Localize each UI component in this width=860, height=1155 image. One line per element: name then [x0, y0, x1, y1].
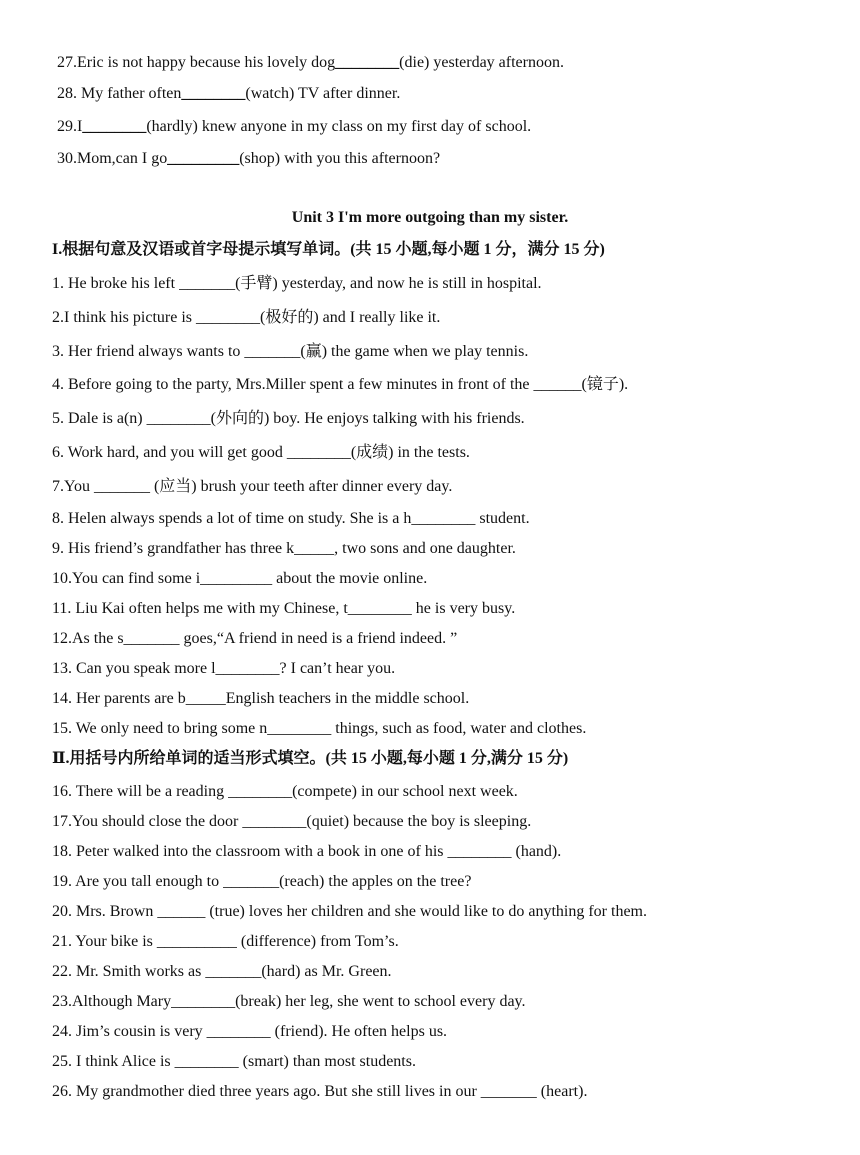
question-16: 16. There will be a reading ________(compete) in our school next week.: [52, 783, 518, 800]
answer-blank: ________: [181, 85, 246, 102]
unit-title: Unit 3 I'm more outgoing than my sister.: [291, 209, 569, 226]
question-2: 2.I think his picture is ________(极好的) and I really like it.: [52, 309, 441, 326]
question-text: (watch) TV after dinner.: [245, 85, 401, 102]
question-7: 7.You _______ (应当) brush your teeth after dinner every day.: [52, 478, 453, 495]
question-text: 30.Mom,can I go: [57, 150, 168, 167]
question-14: 14. Her parents are b_____English teachers in the middle school.: [52, 690, 470, 707]
question-3: 3. Her friend always wants to _______(赢) the game when we play tennis.: [52, 343, 529, 360]
question-4: 4. Before going to the party, Mrs.Miller spent a few minutes in front of the ______(镜子).: [52, 376, 629, 393]
question-18: 18. Peter walked into the classroom with a book in one of his ________ (hand).: [52, 843, 562, 860]
question-21: 21. Your bike is __________ (difference) from Tom’s.: [52, 933, 399, 950]
answer-blank: ________: [82, 118, 147, 135]
question-10: 10.You can find some i_________ about the movie online.: [52, 570, 428, 587]
question-29: [57, 117, 531, 137]
question-15: 15. We only need to bring some n________ things, such as food, water and clothes.: [52, 720, 587, 737]
question-17: 17.You should close the door ________(quiet) because the boy is sleeping.: [52, 813, 532, 830]
question-text: (shop) with you this afternoon?: [239, 150, 441, 167]
question-text: 29.I: [57, 118, 83, 135]
question-9: 9. His friend’s grandfather has three k_____, two sons and one daughter.: [52, 540, 516, 557]
question-26: 26. My grandmother died three years ago. But she still lives in our _______ (heart).: [52, 1083, 588, 1100]
question-23: 23.Although Mary________(break) her leg, she went to school every day.: [52, 993, 526, 1010]
question-text: (die) yesterday afternoon.: [399, 54, 564, 71]
question-20: 20. Mrs. Brown ______ (true) loves her children and she would like to do anything for them.: [52, 903, 647, 920]
question-28: [57, 84, 400, 104]
question-12: 12.As the s_______ goes,“A friend in need is a friend indeed. ”: [52, 630, 458, 647]
question-text: 27.Eric is not happy because his lovely dog: [57, 54, 336, 71]
question-30: [57, 149, 440, 169]
question-6: 6. Work hard, and you will get good ________(成绩) in the tests.: [52, 444, 470, 461]
question-8: 8. Helen always spends a lot of time on study. She is a h________ student.: [52, 510, 530, 527]
question-5: 5. Dale is a(n) ________(外向的) boy. He enjoys talking with his friends.: [52, 410, 525, 427]
question-27: [57, 53, 564, 73]
question-13: 13. Can you speak more l________? I can’t hear you.: [52, 660, 396, 677]
question-24: 24. Jim’s cousin is very ________ (friend). He often helps us.: [52, 1023, 448, 1040]
question-25: 25. I think Alice is ________ (smart) than most students.: [52, 1053, 416, 1070]
question-19: 19. Are you tall enough to _______(reach) the apples on the tree?: [52, 873, 472, 890]
section-2-heading: Ⅱ.用括号内所给单词的适当形式填空。(共 15 小题,每小题 1 分,满分 15 分): [52, 750, 569, 767]
question-text: 28. My father often: [57, 85, 182, 102]
question-1: 1. He broke his left _______(手臂) yesterday, and now he is still in hospital.: [52, 275, 542, 292]
section-1-heading: I.根据句意及汉语或首字母提示填写单词。(共 15 小题,每小题 1 分，满分 15 分): [52, 241, 605, 258]
question-11: 11. Liu Kai often helps me with my Chinese, t________ he is very busy.: [52, 600, 516, 617]
question-22: 22. Mr. Smith works as _______(hard) as Mr. Green.: [52, 963, 392, 980]
question-text: (hardly) knew anyone in my class on my first day of school.: [146, 118, 532, 135]
answer-blank: _________: [167, 150, 240, 167]
answer-blank: ________: [335, 54, 400, 71]
